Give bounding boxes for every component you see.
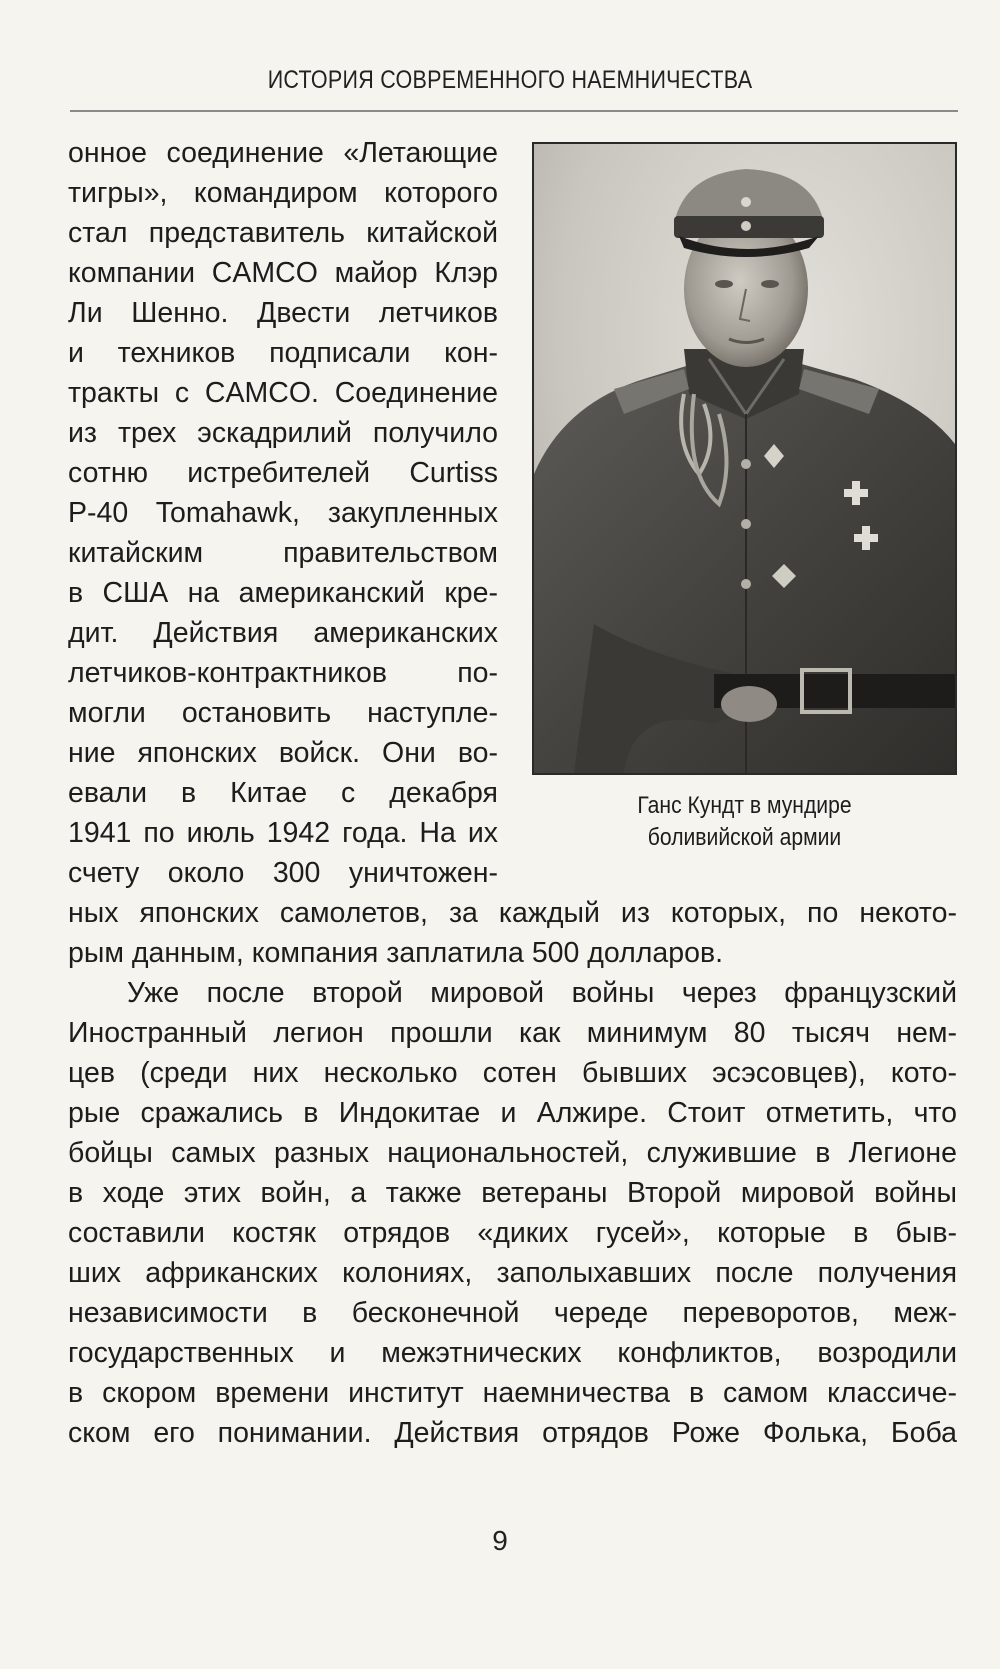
body-line: онное соединение «Летающие [68,137,498,169]
body-line: составили костяк отрядов «диких гусей», которые в быв- [68,1217,957,1249]
body-line: Ли Шенно. Двести летчиков [68,297,498,329]
body-line: ние японских войск. Они во- [68,737,498,769]
body-line: 1941 по июль 1942 года. На их [68,817,498,849]
body-line: дит. Действия американских [68,617,498,649]
photo-caption-line-1: Ганс Кундт в мундире [637,792,852,819]
paragraph-first-line: Уже после второй мировой войны через французский [127,977,957,1009]
page-number: 9 [492,1525,508,1556]
body-line: ных японских самолетов, за каждый из которых, по некото- [68,897,957,929]
body-line: государственных и межэтнических конфликтов, возродили [68,1337,957,1369]
body-line: стал представитель китайской [68,217,498,249]
body-line: могли остановить наступле- [68,697,498,729]
body-line: из трех эскадрилий получило [68,417,498,449]
body-line: в США на американский кре- [68,577,498,609]
body-line: бойцы самых разных национальностей, служившие в Легионе [68,1137,957,1169]
body-line: и техников подписали кон- [68,337,498,369]
body-line: Иностранный легион прошли как минимум 80 тысяч нем- [68,1017,957,1049]
header-rule [70,110,958,112]
body-line: тигры», командиром которого [68,177,498,209]
body-line: компании CAMCO майор Клэр [68,257,498,289]
body-line: летчиков-контрактников по- [68,657,498,689]
body-line: тракты с CAMCO. Соединение [68,377,498,409]
running-head: ИСТОРИЯ СОВРЕМЕННОГО НАЕМНИЧЕСТВА [267,66,753,94]
body-line: P-40 Tomahawk, закупленных [68,497,498,529]
photo-caption-line-2: боливийской армии [647,824,842,851]
body-line: счету около 300 уничтожен- [68,857,498,889]
body-line: цев (среди них несколько сотен бывших эсэсовцев), кото- [68,1057,957,1089]
body-line: рые сражались в Индокитае и Алжире. Стоит отметить, что [68,1097,957,1129]
body-line: евали в Китае с декабря [68,777,498,809]
officer-portrait-photo [532,142,957,775]
body-line: сотню истребителей Curtiss [68,457,498,489]
body-line: ших африканских колониях, заполыхавших после получения [68,1257,957,1289]
body-line: в ходе этих войн, а также ветераны Второй мировой войны [68,1177,957,1209]
body-line: ском его понимании. Действия отрядов Роже Фолька, Боба [68,1417,957,1449]
body-line: независимости в бесконечной череде переворотов, меж- [68,1297,957,1329]
body-line: китайским правительством [68,537,498,569]
body-line: рым данным, компания заплатила 500 долларов. [68,937,724,969]
body-line: в скором времени институт наемничества в самом классиче- [68,1377,957,1409]
